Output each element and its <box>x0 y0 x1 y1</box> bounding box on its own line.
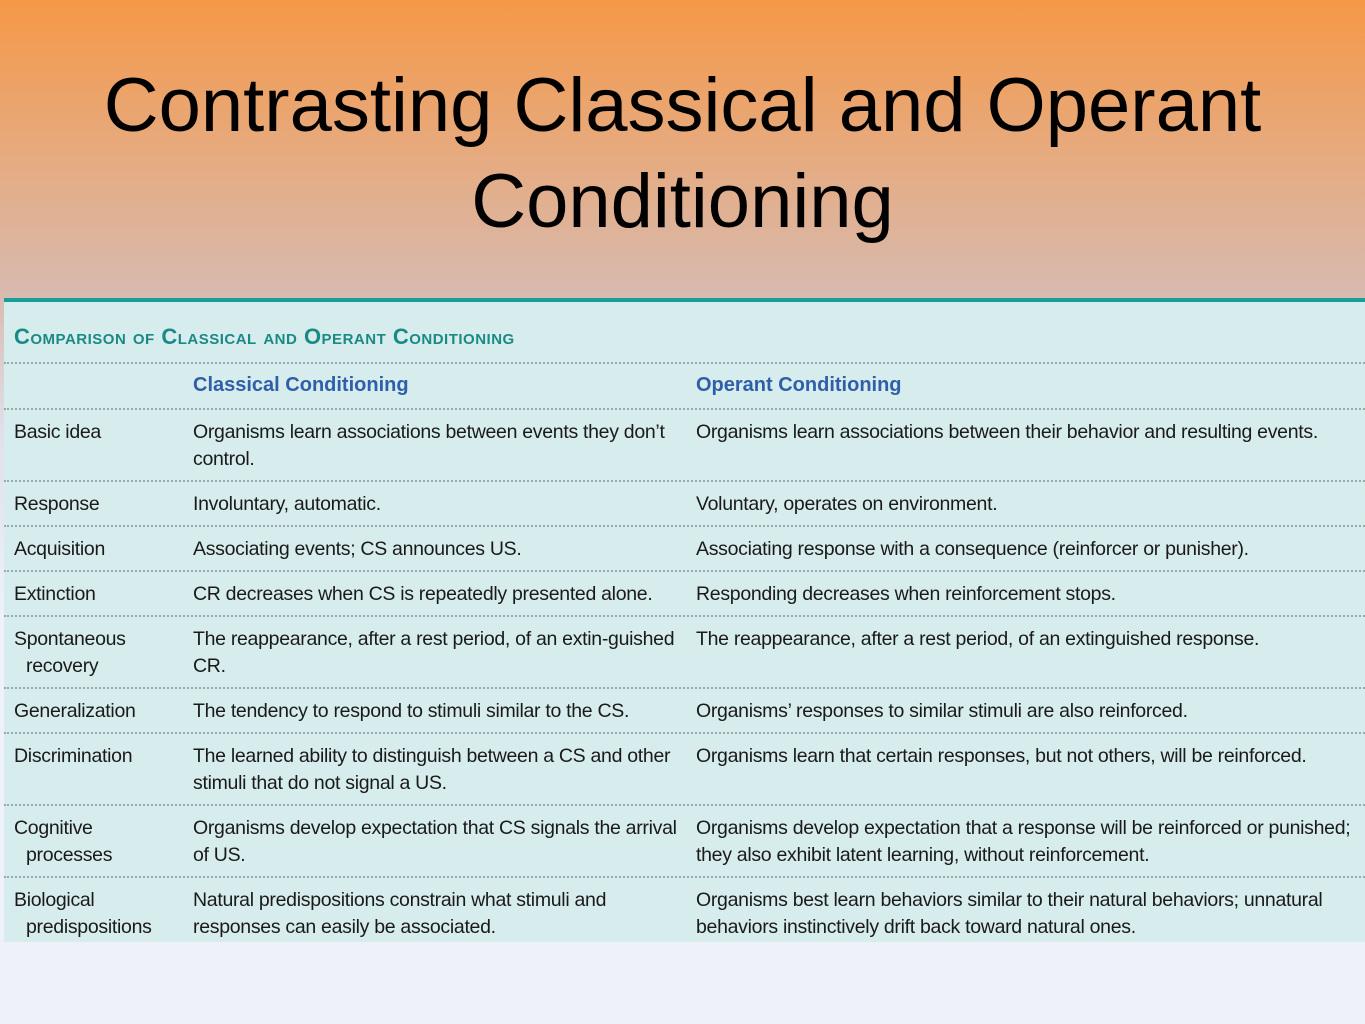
table-row <box>4 806 1365 878</box>
row-term-line-1: Cognitive <box>14 817 93 839</box>
classical-cell: Organisms develop expectation that CS signals the arrival of US. <box>193 817 677 866</box>
operant-cell: The reappearance, after a rest period, of an extinguished response. <box>696 628 1260 650</box>
column-header-operant: Operant Conditioning <box>696 374 902 396</box>
row-term-line-1: Spontaneous <box>14 628 126 650</box>
table-heading: Comparison of Classical and Operant Conditioning <box>14 324 515 349</box>
row-term: Generalization <box>14 700 136 722</box>
row-term: Extinction <box>14 583 96 605</box>
operant-cell: Responding decreases when reinforcement stops. <box>696 583 1116 605</box>
classical-cell: Organisms learn associations between events they don’t control. <box>193 421 665 470</box>
slide-title-line-1: Contrasting Classical and Operant <box>103 63 1262 148</box>
table-row <box>4 617 1365 689</box>
classical-cell: Associating events; CS announces US. <box>193 538 522 560</box>
table-row <box>4 689 1365 734</box>
operant-cell: Organisms develop expectation that a response will be reinforced or punished; they also exhibit latent learning, without reinforcement. <box>696 817 1351 866</box>
column-header-classical: Classical Conditioning <box>193 374 409 396</box>
operant-cell: Organisms learn associations between their behavior and resulting events. <box>696 421 1318 443</box>
row-term <box>14 815 184 869</box>
row-term: Basic idea <box>14 421 101 443</box>
table-row <box>4 572 1365 617</box>
table-row <box>4 878 1365 942</box>
row-term <box>14 887 184 941</box>
operant-cell: Organisms best learn behaviors similar to their natural behaviors; unnatural behaviors instinctively drift back toward natural ones. <box>696 889 1323 938</box>
table-row <box>4 527 1365 572</box>
classical-cell: Involuntary, automatic. <box>193 493 381 515</box>
row-term-line-2: processes <box>26 844 113 866</box>
operant-cell: Organisms learn that certain responses, but not others, will be reinforced. <box>696 745 1307 767</box>
operant-cell: Voluntary, operates on environment. <box>696 493 998 515</box>
slide-title <box>20 58 1345 250</box>
table-header-row <box>4 362 1365 410</box>
row-term-line-1: Biological <box>14 889 95 911</box>
classical-cell: CR decreases when CS is repeatedly presented alone. <box>193 583 653 605</box>
row-term: Acquisition <box>14 538 106 560</box>
row-term: Response <box>14 493 100 515</box>
operant-cell: Organisms’ responses to similar stimuli are also reinforced. <box>696 700 1188 722</box>
operant-cell: Associating response with a consequence (reinforcer or punisher). <box>696 538 1249 560</box>
classical-cell: The learned ability to distinguish between a CS and other stimuli that do not signal a US. <box>193 745 671 794</box>
table-row <box>4 734 1365 806</box>
table-row <box>4 410 1365 482</box>
classical-cell: The reappearance, after a rest period, of an extin-guished CR. <box>193 628 675 677</box>
classical-cell: Natural predispositions constrain what stimuli and responses can easily be associated. <box>193 889 607 938</box>
table-row <box>4 482 1365 527</box>
classical-cell: The tendency to respond to stimuli similar to the CS. <box>193 700 630 722</box>
row-term-line-2: recovery <box>26 655 99 677</box>
comparison-table <box>4 298 1365 942</box>
row-term: Discrimination <box>14 745 133 767</box>
row-term-line-2: predispositions <box>26 916 152 938</box>
row-term <box>14 626 184 680</box>
slide-title-line-2: Conditioning <box>471 159 894 244</box>
